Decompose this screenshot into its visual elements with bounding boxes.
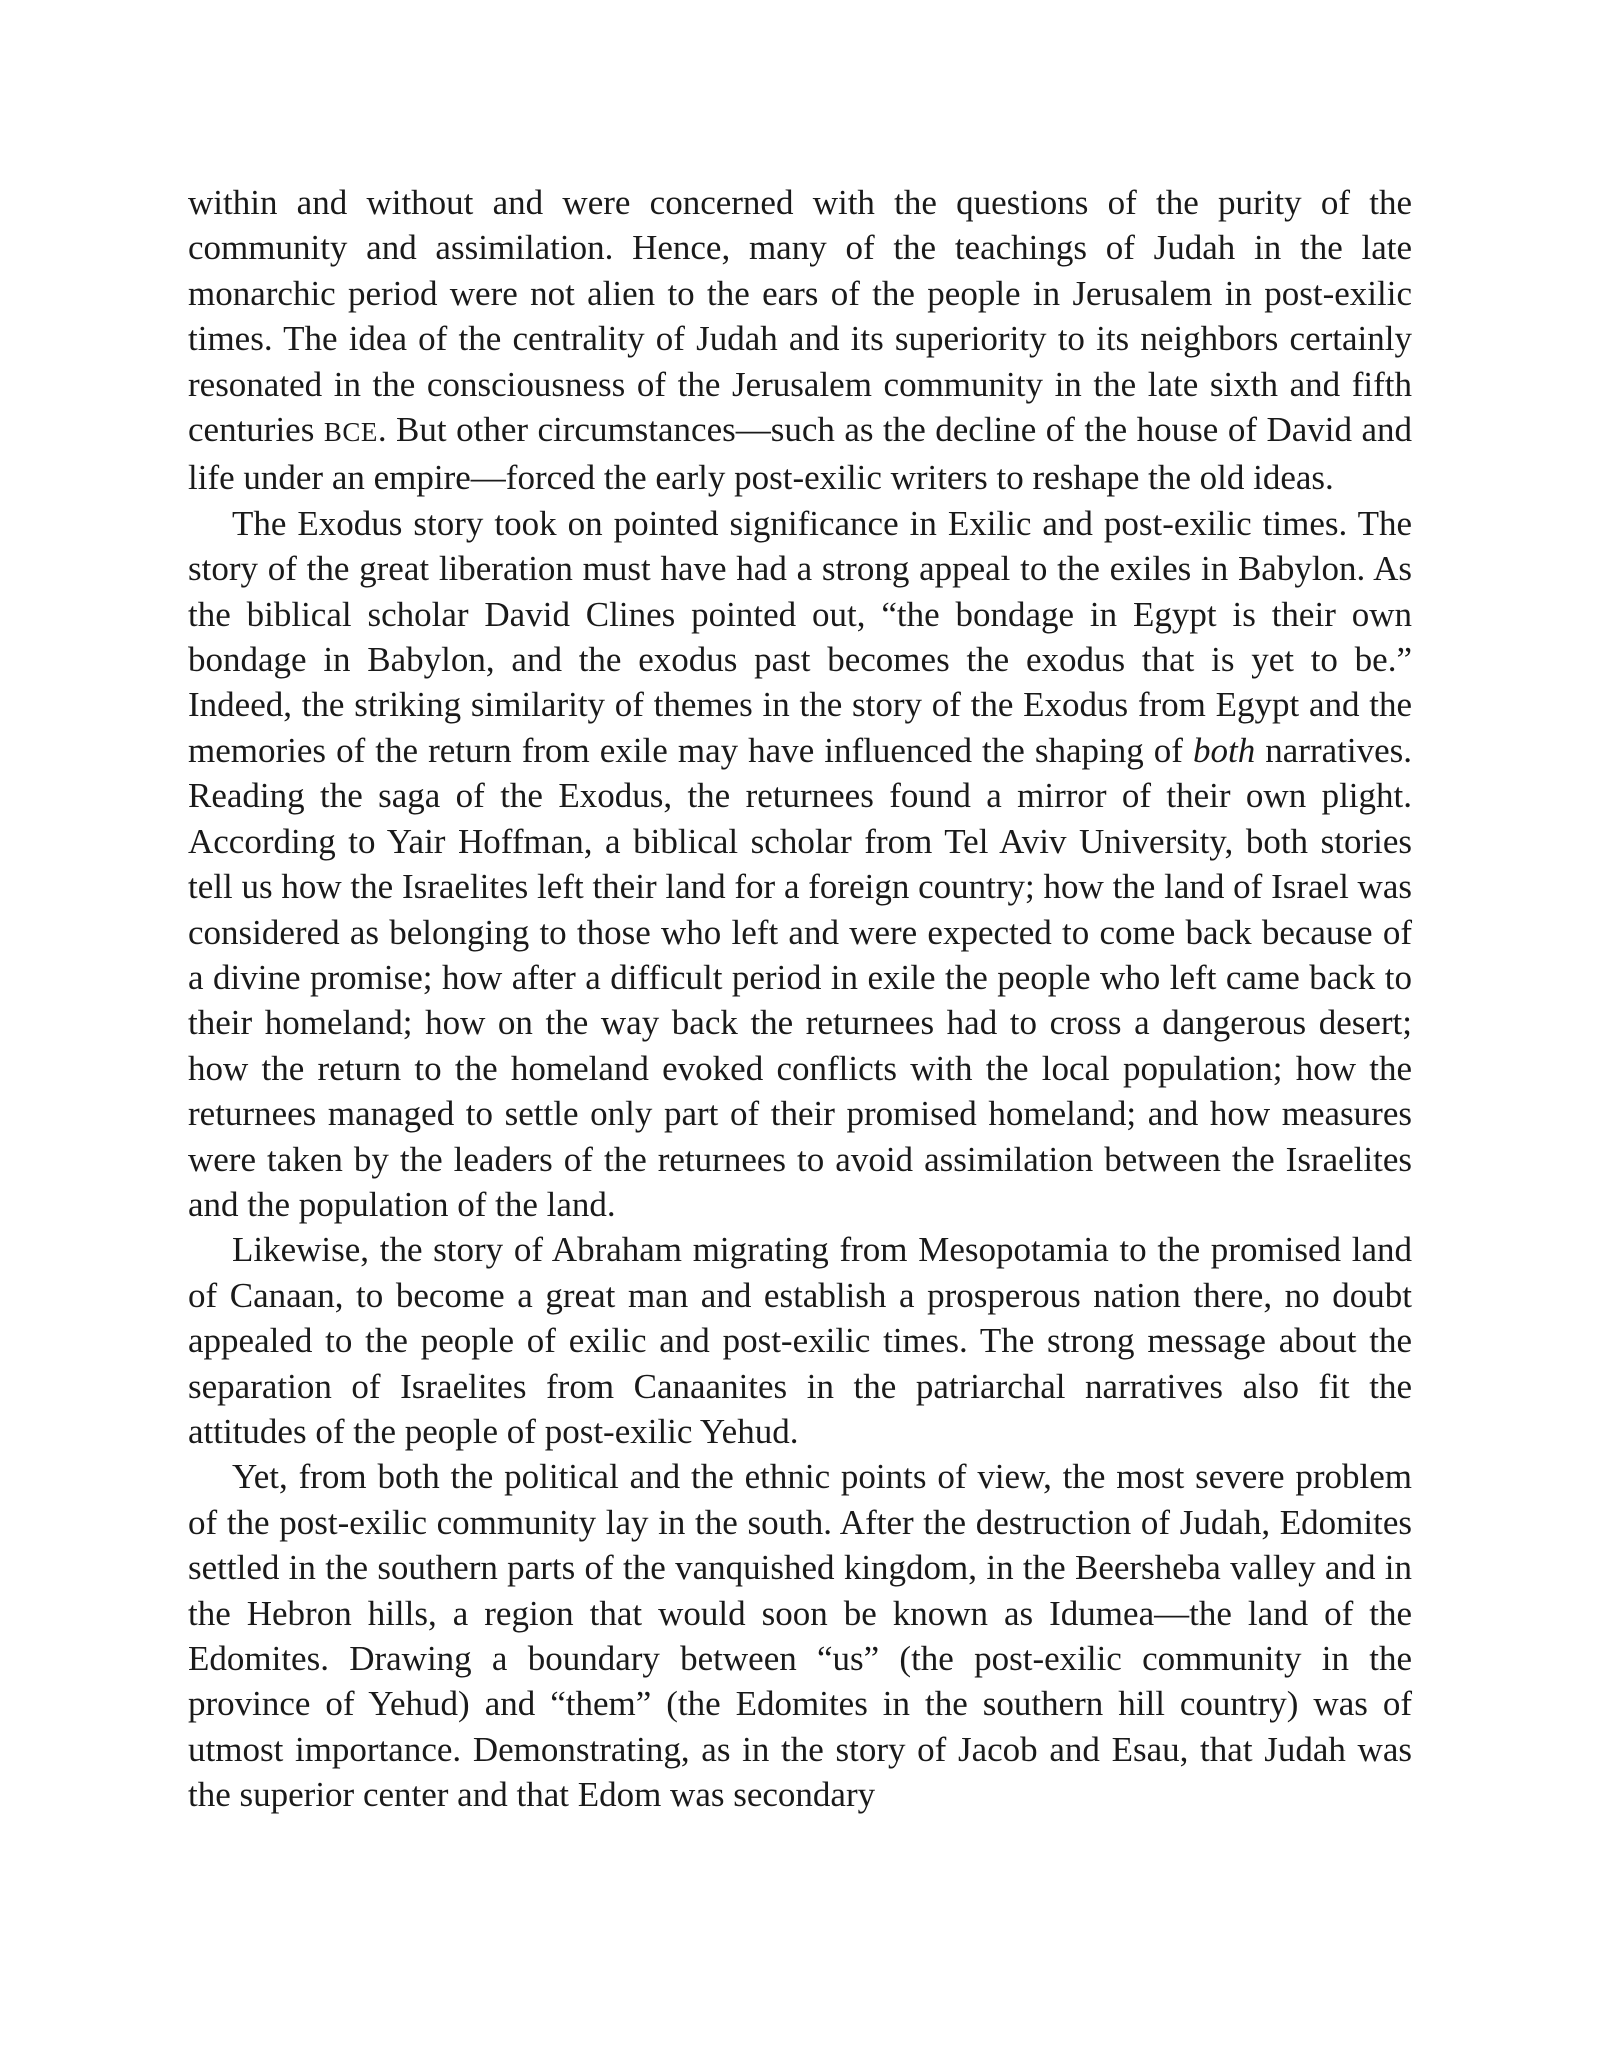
paragraph-2 — [188, 501, 1412, 1228]
paragraph-4: Yet, from both the political and the ethnic points of view, the most severe problem of the post-exilic community lay in the south. After the destruction of Judah, Edomites settled in the southern parts of the vanquished kingdom, in the Beersheba valley and in the Hebron hills, a region that would soon be known as Idumea—the land of the Edomites. Drawing a boundary between “us” (the post-exilic community in the province of Yehud) and “them” (the Edomites in the southern hill country) was of utmost importance. Demonstrating, as in the story of Jacob and Esau, that Judah was the superior center and that Edom was secondary — [188, 1457, 1412, 1815]
page-body — [188, 180, 1412, 1818]
emphasis-both: both — [1192, 730, 1256, 770]
era-abbreviation: BCE — [323, 417, 378, 448]
paragraph-3: Likewise, the story of Abraham migrating from Mesopotamia to the promised land of Canaan, to become a great man and establish a prosperous nation there, no doubt appealed to the people of exilic and post-exilic times. The strong message about the separation of Israelites from Canaanites in the patriarchal narratives also fit the attitudes of the people of post-exilic Yehud. — [188, 1230, 1412, 1451]
paragraph-1-text-b: . But other circumstances—such as the decline of the house of David and life under an empire—forced the early post-exilic writers to reshape the old ideas. — [188, 410, 1413, 498]
paragraph-1 — [188, 180, 1412, 501]
paragraph-1-text-a: within and without and were concerned with the questions of the purity of the community and assimilation. Hence, many of the teachings of Judah in the late monarchic period were not alien to the ears of the people in Jerusalem in post-exilic times. The idea of the centrality of Judah and its superiority to its neighbors certainly resonated in the consciousness of the Jerusalem community in the late sixth and fifth centuries — [188, 183, 1412, 450]
paragraph-2-text-a: The Exodus story took on pointed significance in Exilic and post-exilic times. The story of the great liberation must have had a strong appeal to the exiles in Babylon. As the biblical scholar David Clines pointed out, “the bondage in Egypt is their own bondage in Babylon, and the exodus past becomes the exodus that is yet to be.” Indeed, the striking similarity of themes in the story of the Exodus from Egypt and the memories of the return from exile may have influenced the shaping of — [188, 503, 1412, 770]
paragraph-2-text-b: narratives. Reading the saga of the Exodus, the returnees found a mirror of their own plight. According to Yair Hoffman, a biblical scholar from Tel Aviv University, both stories tell us how the Israelites left their land for a foreign country; how the land of Israel was considered as belonging to those who left and were expected to come back because of a divine promise; how after a difficult period in exile the people who left came back to their homeland; how on the way back the returnees had to cross a dangerous desert; how the return to the homeland evoked conflicts with the local population; how the returnees managed to settle only part of their promised homeland; and how measures were taken by the leaders of the returnees to avoid assimilation between the Israelites and the population of the land. — [188, 730, 1413, 1224]
